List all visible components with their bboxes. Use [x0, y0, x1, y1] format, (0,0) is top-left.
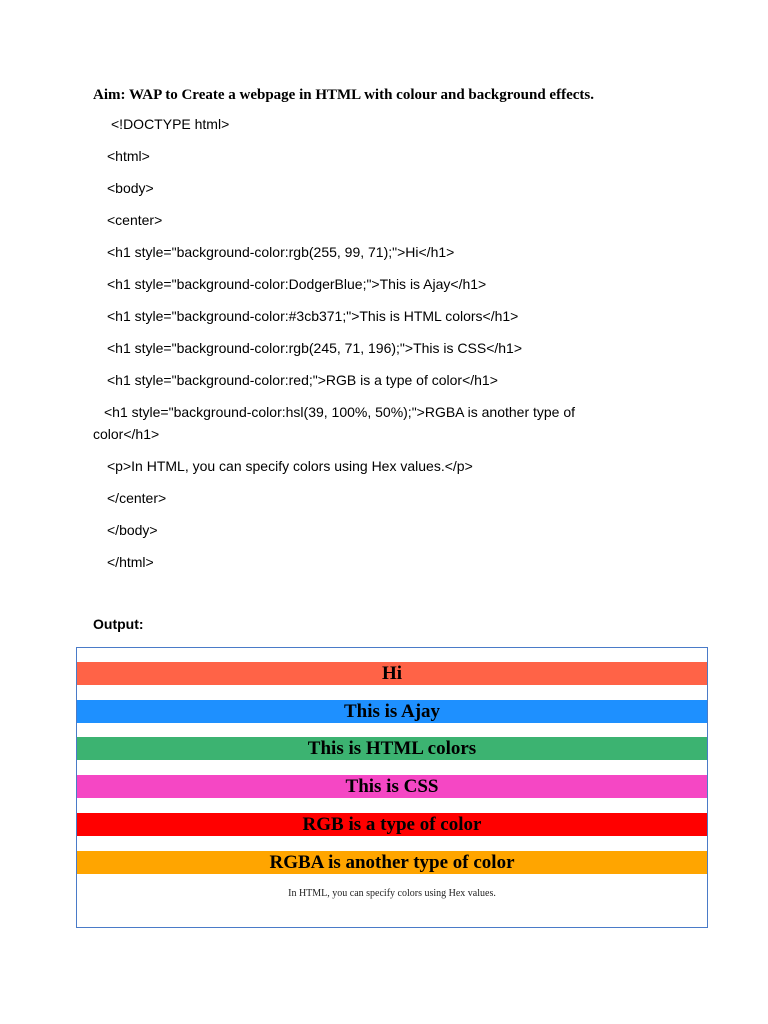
code-line: <body> [107, 180, 154, 196]
code-line: <html> [107, 148, 150, 164]
code-line: </center> [107, 490, 167, 506]
output-heading-hi: Hi [77, 662, 707, 685]
output-heading-html-colors: This is HTML colors [77, 737, 707, 760]
output-heading-ajay: This is Ajay [77, 700, 707, 723]
code-line: <h1 style="background-color:rgb(245, 71, 196);">This is CSS</h1> [107, 340, 523, 356]
code-line: <!DOCTYPE html> [111, 116, 230, 132]
code-line: color</h1> [93, 426, 160, 442]
output-heading-rgb: RGB is a type of color [77, 813, 707, 836]
code-line: <h1 style="background-color:red;">RGB is a type of color</h1> [107, 372, 498, 388]
code-line: <h1 style="background-color:DodgerBlue;">This is Ajay</h1> [107, 276, 487, 292]
code-line: <p>In HTML, you can specify colors using Hex values.</p> [107, 458, 473, 474]
output-label: Output: [93, 616, 144, 632]
output-paragraph: In HTML, you can specify colors using Hex values. [288, 888, 496, 899]
aim-heading: Aim: WAP to Create a webpage in HTML with colour and background effects. [93, 87, 594, 103]
code-line: <center> [107, 212, 163, 228]
output-heading-rgba: RGBA is another type of color [77, 851, 707, 874]
output-screenshot [76, 647, 708, 928]
code-line: </body> [107, 522, 158, 538]
output-heading-css: This is CSS [77, 775, 707, 798]
code-line: <h1 style="background-color:#3cb371;">This is HTML colors</h1> [107, 308, 519, 324]
code-line: </html> [107, 554, 154, 570]
code-line: <h1 style="background-color:hsl(39, 100%, 50%);">RGBA is another type of [104, 404, 576, 420]
code-line: <h1 style="background-color:rgb(255, 99, 71);">Hi</h1> [107, 244, 455, 260]
